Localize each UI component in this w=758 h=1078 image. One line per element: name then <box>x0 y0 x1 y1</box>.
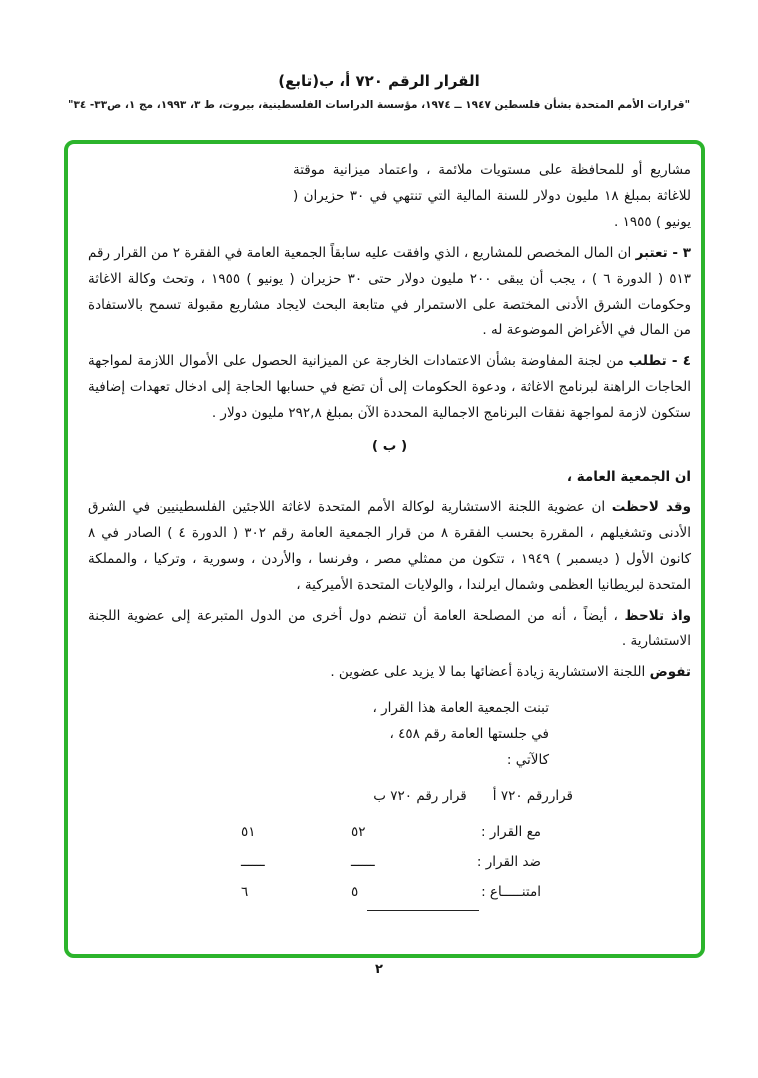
vote-b-value: ٦ <box>241 883 249 900</box>
source-citation: "قرارات الأمم المتحدة بشأن فلسطين ١٩٤٧ ــ ١٩٧٤، مؤسسة الدراسات الفلسطينية، بيروت، ط ٣، ١٩٩٣، مج ١، ص٣٣- ٣٤" <box>67 99 691 111</box>
clause-authorize <box>88 660 691 686</box>
vote-a-value: ٥ <box>351 883 359 900</box>
vote-intro-line: كالآتي : <box>506 752 549 769</box>
vote-column-a-header: قراررقم ٧٢٠ أ <box>492 787 573 804</box>
content-frame <box>64 140 705 958</box>
vote-table <box>148 820 691 911</box>
clause-noted-text: ان عضوية اللجنة الاستشارية لوكالة الأمم المتحدة لاغاثة اللاجئين الفلسطينيين في الشرق الأدنى وتشغيلهم ، المقررة بحسب الفقرة ٨ من قرار الجمعية العامة رقم ٣٠٢ ( الدورة ٤ ) الصادر في ٨ كانون الأول ( ديسمبر ) ١٩٤٩ ، تتكون من ممثلي مصر ، وفرنسا ، والأردن ، وسورية ، وتركيا ، والمملكة المتحدة لبريطانيا العظمى وشمال ايرلندا ، والولايات المتحدة الأميركية ، <box>88 498 692 593</box>
clause-authorize-lead: تفوض <box>649 664 691 681</box>
paragraph-continuation: مشاريع أو للمحافظة على مستويات ملائمة ، واعتماد ميزانية موقتة للاغاثة بمبلغ ١٨ مليون دولار للسنة المالية التي تنتهي في ٣٠ حزيران ( يونيو ) ١٩٥٥ . <box>293 162 691 230</box>
vote-column-b-header: قرار رقم ٧٢٠ ب <box>373 787 467 804</box>
clause-3-number: ٣ - تعتبر <box>635 244 691 261</box>
clause-noting-text: ، أيضاً ، أنه من المصلحة العامة أن تنضم دول أخرى من الدول المتبرعة إلى عضوية اللجنة الاستشارية . <box>88 607 691 650</box>
vote-row-against <box>148 850 541 876</box>
vote-a-value: ٥٢ <box>351 823 366 840</box>
vote-row-abstain <box>148 880 541 906</box>
clause-noting <box>88 604 691 656</box>
assembly-heading: ان الجمعية العامة ، <box>566 468 691 485</box>
page-header <box>0 72 758 111</box>
document-body <box>88 158 691 911</box>
vote-intro <box>148 696 691 774</box>
vote-b-value: ــــــ <box>241 853 265 870</box>
vote-row-for <box>148 820 541 846</box>
vote-b-value: ٥١ <box>241 823 256 840</box>
page-number: ٢ <box>375 962 383 977</box>
vote-intro-line: في جلستها العامة رقم ٤٥٨ ، <box>389 726 549 743</box>
vote-row-label: مع القرار : <box>481 823 541 840</box>
clause-noted-lead: وقد لاحظت <box>611 498 692 515</box>
clause-4 <box>88 349 691 427</box>
clause-noting-lead: واذ تلاحظ <box>624 607 691 624</box>
section-b-heading: ( ب ) <box>371 438 408 455</box>
document-title: (تابع)القرار الرقم ٧٢٠ أ، ب <box>278 72 480 90</box>
vote-table-header <box>148 784 573 810</box>
vote-intro-line: تبنت الجمعية العامة هذا القرار ، <box>372 700 549 717</box>
clause-3-text: ان المال المخصص للمشاريع ، الذي وافقت عليه سابقاً الجمعية العامة في الفقرة ٢ من القرار رقم ٥١٣ ( الدورة ٦ ) ، يجب أن يبقى ٢٠٠ مليون دولار حتى ٣٠ حزيران ( يونيو ) ١٩٥٥ ، وتحث وكالة الاغاثة وحكومات الشرق الأدنى المختصة على الاستمرار في متابعة البحث لايجاد مشاريع مقبولة تسمح بالاستفادة من المال في الأغراض الموضوعة له . <box>88 244 691 339</box>
clause-3 <box>88 241 691 345</box>
vote-table-underline <box>367 910 479 911</box>
vote-row-label: امتنـــــاع : <box>481 883 541 900</box>
vote-row-label: ضد القرار : <box>476 853 541 870</box>
vote-record <box>88 696 691 910</box>
clause-authorize-text: اللجنة الاستشارية زيادة أعضائها بما لا يزيد على عضوين . <box>330 664 650 681</box>
clause-4-number: ٤ - تطلب <box>628 353 691 370</box>
clause-noted <box>88 495 691 599</box>
vote-a-value: ــــــ <box>351 853 375 870</box>
clause-4-text: من لجنة المفاوضة بشأن الاعتمادات الخارجة عن الميزانية الحصول على الأموال اللازمة لمواجهة الحاجات الراهنة لبرنامج الاغاثة ، ودعوة الحكومات إلى أن تضع في حسابها الحاجة إلى ادخال تعهدات إضافية ستكون لازمة لمواجهة نفقات البرنامج الاجمالية المحددة الآن بمبلغ ٢٩٢,٨ مليون دولار . <box>88 353 691 422</box>
